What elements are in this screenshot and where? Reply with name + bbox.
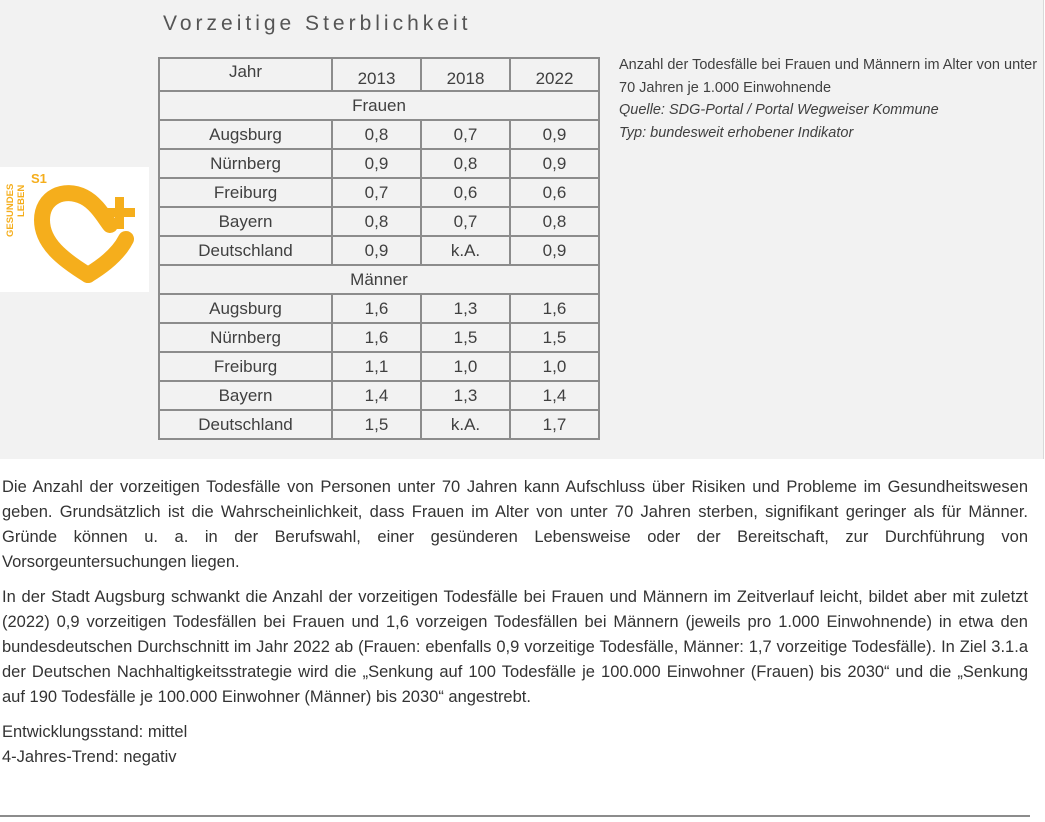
logo-text-leben: LEBEN	[16, 184, 27, 217]
indicator-source: Quelle: SDG-Portal / Portal Wegweiser Kommune	[619, 102, 939, 118]
table-row	[159, 294, 599, 323]
section-label: Männer	[159, 265, 599, 294]
table-row	[159, 236, 599, 265]
value-cell: 1,4	[510, 381, 599, 410]
value-cell: 0,8	[421, 149, 510, 178]
sdg-logo	[0, 167, 149, 292]
region-cell: Augsburg	[159, 294, 332, 323]
region-cell: Freiburg	[159, 352, 332, 381]
region-cell: Nürnberg	[159, 323, 332, 352]
value-cell: 1,5	[332, 410, 421, 439]
value-cell: 1,6	[332, 323, 421, 352]
value-cell: k.A.	[421, 410, 510, 439]
value-cell: 0,7	[421, 120, 510, 149]
development-status: Entwicklungsstand: mittel	[2, 723, 188, 741]
value-cell: 1,0	[510, 352, 599, 381]
value-cell: 1,1	[332, 352, 421, 381]
header-year: 2022	[510, 58, 599, 91]
heart-plus-icon	[0, 167, 149, 292]
trend-status: 4-Jahres-Trend: negativ	[2, 748, 177, 766]
value-cell: 1,7	[510, 410, 599, 439]
region-cell: Bayern	[159, 207, 332, 236]
value-cell: k.A.	[421, 236, 510, 265]
value-cell: 1,0	[421, 352, 510, 381]
value-cell: 0,8	[510, 207, 599, 236]
page-title: Vorzeitige Sterblichkeit	[163, 12, 472, 35]
value-cell: 0,6	[421, 178, 510, 207]
value-cell: 0,8	[332, 120, 421, 149]
value-cell: 1,5	[421, 323, 510, 352]
value-cell: 0,9	[332, 236, 421, 265]
value-cell: 0,9	[332, 149, 421, 178]
body-text	[2, 475, 1028, 770]
value-cell: 0,9	[510, 236, 599, 265]
region-cell: Bayern	[159, 381, 332, 410]
logo-text-gesundes: GESUNDES	[5, 183, 16, 237]
section-row-frauen	[159, 91, 599, 120]
value-cell: 1,3	[421, 294, 510, 323]
plus-horizontal	[104, 208, 135, 217]
region-cell: Nürnberg	[159, 149, 332, 178]
table-row	[159, 381, 599, 410]
region-cell: Freiburg	[159, 178, 332, 207]
mortality-table	[158, 57, 600, 440]
header-year: 2018	[421, 58, 510, 91]
table-row	[159, 207, 599, 236]
section-row-maenner	[159, 265, 599, 294]
paragraph: In der Stadt Augsburg schwankt die Anzahl der vorzeitigen Todesfälle bei Frauen und Männern im Zeitverlauf leicht, bildet aber mit zuletzt (2022) 0,9 vorzeitigen Todesfällen bei Frauen und 1,6 vorzeigen Todesfällen bei Männern (jeweils pro 1.000 Einwohnende) in etwa den bundesdeutschen Durchschnitt im Jahr 2022 ab (Frauen: ebenfalls 0,9 vorzeitige Todesfälle, Männer: 1,7 vorzeitige Todesfälle). In Ziel 3.1.a der Deutschen Nachhaltigkeitsstrategie wird die „Senkung auf 100 Todesfälle je 100.000 Einwohner (Frauen) bis 2030“ und die „Senkung auf 190 Todesfälle je 100.000 Einwohner (Männer) bis 2030“ angestrebt.	[2, 588, 1028, 706]
section-label: Frauen	[159, 91, 599, 120]
value-cell: 1,5	[510, 323, 599, 352]
table-header-row	[159, 58, 599, 91]
header-year: 2013	[332, 58, 421, 91]
bottom-divider	[0, 815, 1030, 817]
table-row	[159, 120, 599, 149]
value-cell: 1,3	[421, 381, 510, 410]
value-cell: 0,6	[510, 178, 599, 207]
region-cell: Augsburg	[159, 120, 332, 149]
value-cell: 0,7	[421, 207, 510, 236]
table-row	[159, 323, 599, 352]
logo-code: S1	[31, 171, 47, 186]
paragraph: Die Anzahl der vorzeitigen Todesfälle von Personen unter 70 Jahren kann Aufschluss über Risiken und Probleme im Gesundheitswesen geben. Grundsätzlich ist die Wahrscheinlichkeit, dass Frauen im Alter von unter 70 Jahren sterben, signifikant geringer als für Männer. Gründe können u. a. in der Berufswahl, einer gesünderen Lebensweise oder der Bereitschaft, zur Durchführung von Vorsorgeuntersuchungen liegen.	[2, 478, 1028, 571]
value-cell: 1,6	[510, 294, 599, 323]
table-row	[159, 178, 599, 207]
value-cell: 0,8	[332, 207, 421, 236]
heart-shape-right	[88, 239, 126, 275]
value-cell: 0,9	[510, 149, 599, 178]
table-row	[159, 352, 599, 381]
indicator-note	[619, 54, 1039, 144]
indicator-type: Typ: bundesweit erhobener Indikator	[619, 124, 854, 141]
table-row	[159, 149, 599, 178]
value-cell: 1,6	[332, 294, 421, 323]
table-row	[159, 410, 599, 439]
header-label: Jahr	[159, 58, 332, 91]
value-cell: 0,7	[332, 178, 421, 207]
region-cell: Deutschland	[159, 236, 332, 265]
value-cell: 0,9	[510, 120, 599, 149]
indicator-description: Anzahl der Todesfälle bei Frauen und Männern im Alter von unter 70 Jahren je 1.000 Einwohnende	[619, 57, 1038, 96]
region-cell: Deutschland	[159, 410, 332, 439]
value-cell: 1,4	[332, 381, 421, 410]
